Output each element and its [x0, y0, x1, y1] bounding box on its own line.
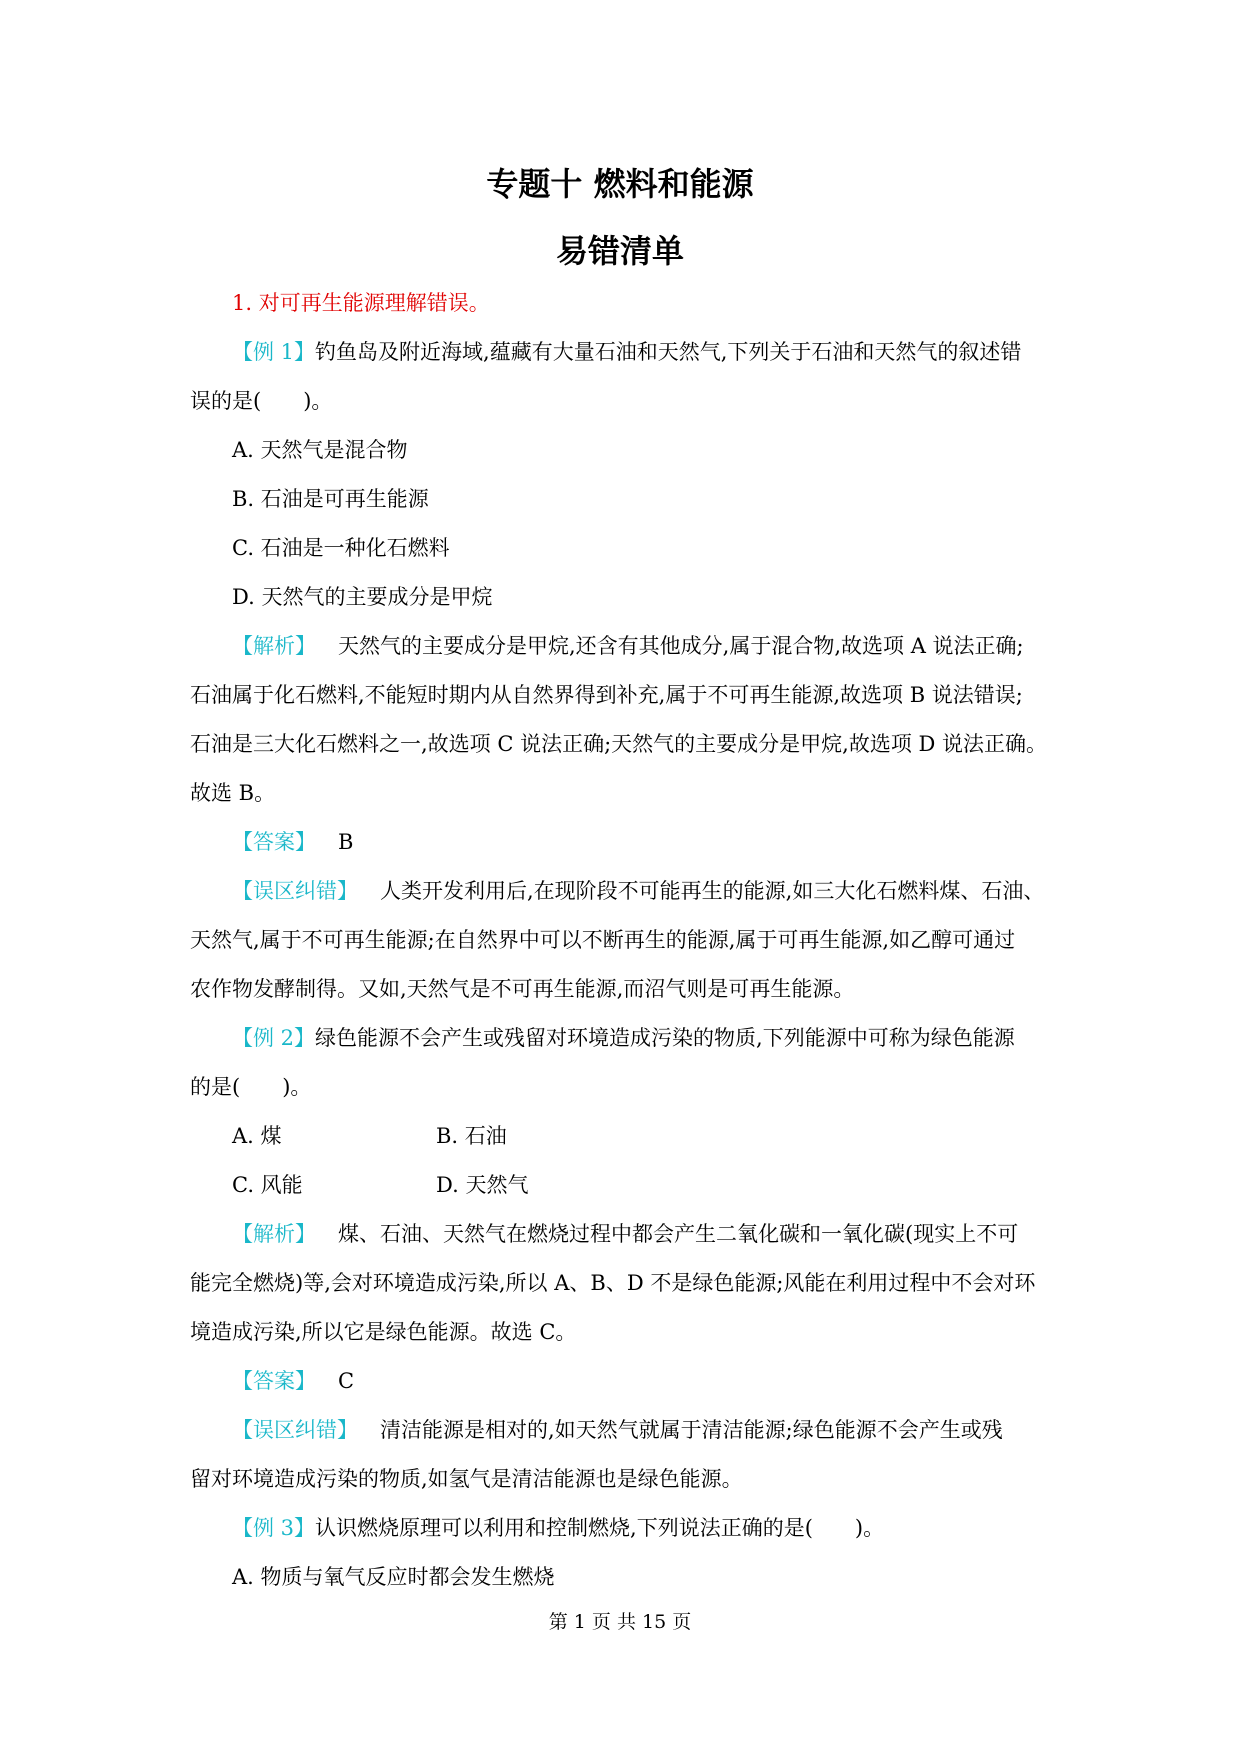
example-2-options-row-2: [232, 1170, 1112, 1200]
example-2-analysis-line-3: 境造成污染,所以它是绿色能源。故选 C。: [190, 1320, 577, 1344]
example-1-stem: 【例 1】钓鱼岛及附近海域,蕴藏有大量石油和天然气,下列关于石油和天然气的叙述错: [232, 340, 1022, 364]
example-1-correction-line-2: 天然气,属于不可再生能源;在自然界中可以不断再生的能源,属于可再生能源,如乙醇可通过: [190, 928, 1016, 952]
page-title: 专题十 燃料和能源: [486, 165, 754, 203]
correction-tag: 【误区纠错】: [232, 1418, 358, 1442]
example-1-analysis-line-3: 石油是三大化石燃料之一,故选项 C 说法正确;天然气的主要成分是甲烷,故选项 D 说法正确。: [190, 732, 1048, 756]
example-2-option-a: A. 煤: [232, 1124, 282, 1148]
example-1-analysis-line-2: 石油属于化石燃料,不能短时期内从自然界得到补充,属于不可再生能源,故选项 B 说法错误;: [190, 683, 1023, 707]
example-2-option-b: B. 石油: [436, 1124, 507, 1148]
example-2-analysis-line-2: 能完全燃烧)等,会对环境造成污染,所以 A、B、D 不是绿色能源;风能在利用过程中不会对环: [190, 1271, 1036, 1295]
page-footer: 第 1 页 共 15 页: [548, 1611, 692, 1633]
example-1-analysis: 【解析】 天然气的主要成分是甲烷,还含有其他成分,属于混合物,故选项 A 说法正确;: [232, 634, 1024, 658]
answer-tag: 【答案】: [232, 1369, 316, 1393]
example-1-analysis-line-4: 故选 B。: [190, 781, 276, 805]
example-1-correction-line-3: 农作物发酵制得。又如,天然气是不可再生能源,而沼气则是可再生能源。: [190, 977, 855, 1001]
example-2-answer: 【答案】 C: [232, 1369, 355, 1393]
example-2-correction-line-2: 留对环境造成污染的物质,如氢气是清洁能源也是绿色能源。: [190, 1467, 743, 1491]
analysis-tag: 【解析】: [232, 634, 316, 658]
analysis-tag: 【解析】: [232, 1222, 316, 1246]
example-1-option-a: A. 天然气是混合物: [232, 438, 408, 462]
example-1-stem-cont: 误的是( )。: [190, 389, 333, 413]
example-2-stem: 【例 2】绿色能源不会产生或残留对环境造成污染的物质,下列能源中可称为绿色能源: [232, 1026, 1015, 1050]
example-2-option-c: C. 风能: [232, 1173, 303, 1197]
example-2-correction: 【误区纠错】 清洁能源是相对的,如天然气就属于清洁能源;绿色能源不会产生或残: [232, 1418, 1003, 1442]
example-1-tag: 【例 1】: [232, 340, 316, 364]
example-2-stem-cont: 的是( )。: [190, 1075, 312, 1099]
correction-tag: 【误区纠错】: [232, 879, 358, 903]
example-3-stem: 【例 3】认识燃烧原理可以利用和控制燃烧,下列说法正确的是( )。: [232, 1516, 885, 1540]
example-3-option-a: A. 物质与氧气反应时都会发生燃烧: [232, 1565, 555, 1589]
section-heading-1: 1. 对可再生能源理解错误。: [232, 291, 490, 315]
example-1-answer: 【答案】 B: [232, 830, 354, 854]
example-2-tag: 【例 2】: [232, 1026, 316, 1050]
example-2-analysis: 【解析】 煤、石油、天然气在燃烧过程中都会产生二氧化碳和一氧化碳(现实上不可: [232, 1222, 1019, 1246]
example-2-option-d: D. 天然气: [436, 1173, 529, 1197]
example-3-tag: 【例 3】: [232, 1516, 316, 1540]
example-1-correction: 【误区纠错】 人类开发利用后,在现阶段不可能再生的能源,如三大化石燃料煤、石油、: [232, 879, 1045, 903]
example-1-option-b: B. 石油是可再生能源: [232, 487, 429, 511]
example-2-options-row-1: [232, 1121, 1112, 1151]
example-1-option-c: C. 石油是一种化石燃料: [232, 536, 450, 560]
answer-tag: 【答案】: [232, 830, 316, 854]
page-subtitle: 易错清单: [555, 232, 684, 270]
example-1-option-d: D. 天然气的主要成分是甲烷: [232, 585, 493, 609]
